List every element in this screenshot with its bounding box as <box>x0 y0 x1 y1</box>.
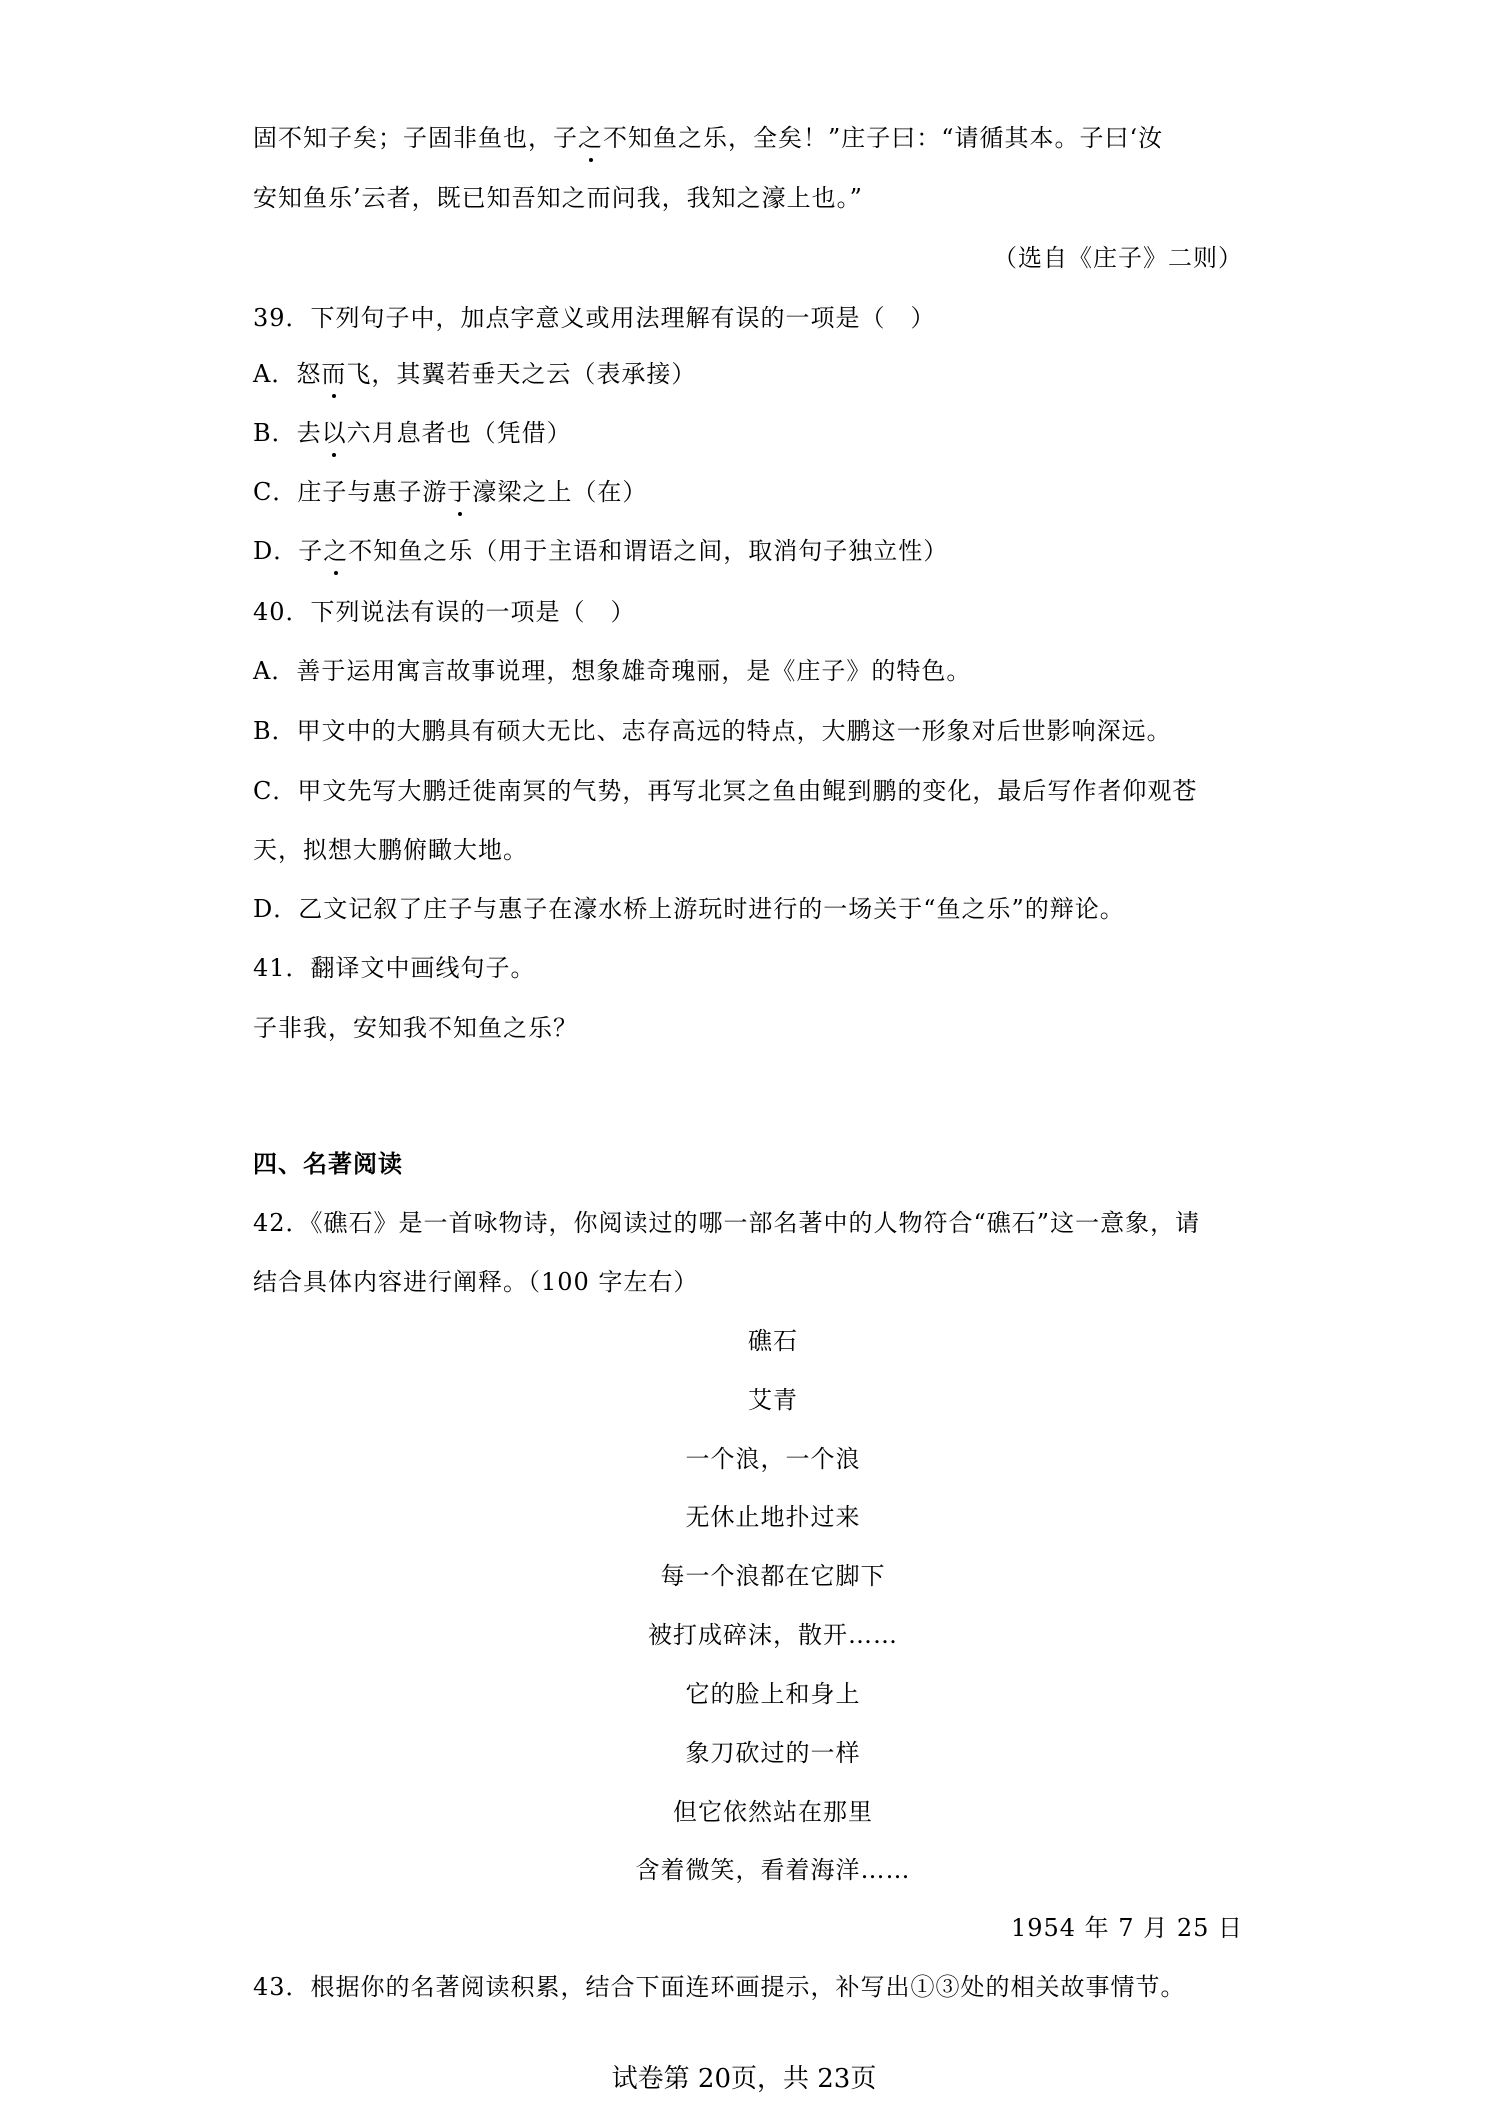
q39-stem: 39．下列句子中，加点字意义或用法理解有误的一项是（ ） <box>253 304 936 332</box>
dotted-char: 以 <box>321 419 347 447</box>
dotted-char: 于 <box>447 478 473 506</box>
dotted-char: 之 <box>578 124 603 152</box>
q39-option-a: A．怒而飞，其翼若垂天之云（表承接） <box>253 360 697 388</box>
passage-line-1: 固不知子矣；子固非鱼也，子之不知鱼之乐，全矣！”庄子曰：“请循其本。子曰‘汝 <box>253 124 1164 152</box>
q39-option-c: C．庄子与惠子游于濠梁之上（在） <box>253 478 648 506</box>
q40-option-c-line-1: C．甲文先写大鹏迁徙南冥的气势，再写北冥之鱼由鲲到鹏的变化，最后写作者仰观苍 <box>253 777 1198 805</box>
q40-option-d: D．乙文记叙了庄子与惠子在濠水桥上游玩时进行的一场关于“鱼之乐”的辩论。 <box>253 895 1125 923</box>
passage-source: （选自《庄子》二则） <box>993 244 1243 272</box>
poem-title: 礁石 <box>748 1327 798 1355</box>
q40-option-c-line-2: 天，拟想大鹏俯瞰大地。 <box>253 836 528 864</box>
dotted-char: 之 <box>323 537 349 565</box>
q42-stem-line-2: 结合具体内容进行阐释。（100 字左右） <box>253 1268 699 1296</box>
section-heading: 四、名著阅读 <box>253 1149 403 1178</box>
q39-option-b: B．去以六月息者也（凭借） <box>253 419 572 447</box>
poem-line: 含着微笑，看着海洋…… <box>635 1856 911 1884</box>
poem-date: 1954 年 7 月 25 日 <box>1010 1914 1243 1942</box>
q43-stem: 43．根据你的名著阅读积累，结合下面连环画提示，补写出①③处的相关故事情节。 <box>253 1973 1186 2001</box>
q41-stem: 41．翻译文中画线句子。 <box>253 954 536 982</box>
dotted-char: 而 <box>321 360 347 388</box>
q40-stem: 40．下列说法有误的一项是（ ） <box>253 598 636 626</box>
passage-line-2: 安知鱼乐’云者，既已知吾知之而问我，我知之濠上也。” <box>253 184 863 212</box>
q40-option-a: A．善于运用寓言故事说理，想象雄奇瑰丽，是《庄子》的特色。 <box>253 657 972 685</box>
q39-option-d: D．子之不知鱼之乐（用于主语和谓语之间，取消句子独立性） <box>253 537 949 565</box>
page-footer: 试卷第 20页，共 23页 <box>611 2064 877 2094</box>
q41-sentence: 子非我，安知我不知鱼之乐？ <box>253 1014 578 1042</box>
poem-line: 它的脸上和身上 <box>685 1680 861 1708</box>
poem-line: 无休止地扑过来 <box>685 1503 861 1531</box>
q40-option-b: B．甲文中的大鹏具有硕大无比、志存高远的特点，大鹏这一形象对后世影响深远。 <box>253 717 1172 745</box>
poem-author: 艾青 <box>748 1386 798 1414</box>
poem-line: 一个浪，一个浪 <box>685 1445 861 1473</box>
poem-line: 被打成碎沫，散开…… <box>648 1621 898 1649</box>
poem-line: 但它依然站在那里 <box>673 1798 873 1826</box>
poem-line: 象刀砍过的一样 <box>685 1739 861 1767</box>
q42-stem-line-1: 42．《礁石》是一首咏物诗，你阅读过的哪一部名著中的人物符合“礁石”这一意象，请 <box>253 1209 1201 1237</box>
poem-line: 每一个浪都在它脚下 <box>660 1562 886 1590</box>
